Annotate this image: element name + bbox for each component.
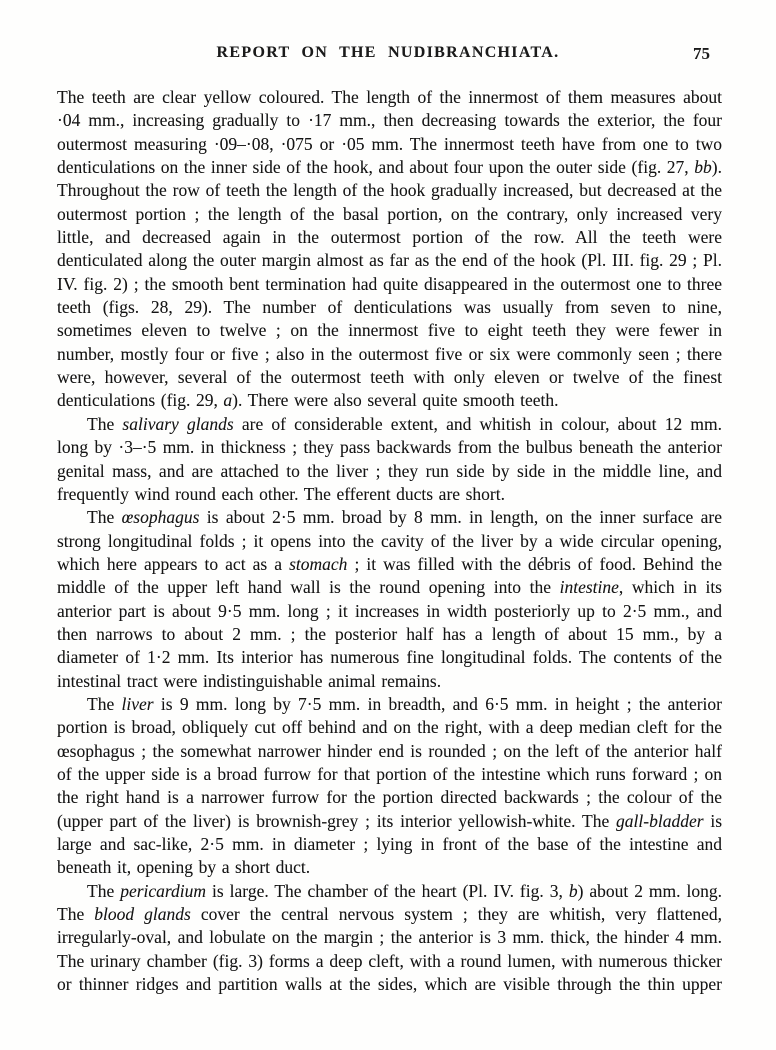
text-run: , which in its anterior part is about 9·5 mm. long ; it increases in width posteriorly up to 2·5 mm., and then narrows to about 2 mm. ; the posterior half has a length of about 15 mm., by a diameter of 1·2 mm. Its interior has numerous fine longitudinal folds. The contents of the intestinal tract were indistinguishable animal remains. [57,577,722,691]
text-run: The [87,413,123,434]
text-run: ) about 2 mm. long. The [57,880,722,925]
italic-term: blood glands [94,904,191,925]
text-run: The [87,507,122,528]
paragraph [57,413,722,506]
text-run: is large and sac-like, 2·5 mm. in diameter ; lying in front of the base of the intestine and beneath it, opening by a short duct. [57,810,723,878]
paragraph [57,506,722,693]
italic-term: œsophagus [121,507,200,528]
text-run: The teeth are clear yellow coloured. The length of the innermost of them measures about ·04 mm., increasing gradually to ·17 mm., then decreasing towards the exterior, the four outermost measuring ·09–·08, ·075 or ·05 mm. The innermost teeth have from one to two denticulations on the inner side of the hook, and about four upon the outer side (fig. 27, [57,87,722,178]
italic-term: gall-bladder [616,810,704,831]
italic-term: stomach [289,553,348,574]
text-run: is 9 mm. long by 7·5 mm. in breadth, and 6·5 mm. in height ; the anterior portion is broad, obliquely cut off behind and on the right, with a deep median cleft for the œsophagus ; the somewhat narrower hinder end is rounded ; on the left of the anterior half of the upper side is a broad furrow for that portion of the intestine which runs forward ; on the right hand is a narrower furrow for the portion directed backwards ; the colour of the (upper part of the liver) is brownish-grey ; its interior yellowish-white. The [57,693,722,831]
paragraph [57,880,722,997]
text-run: is about 2·5 mm. broad by 8 mm. in length, on the inner surface are strong longitudinal folds ; it opens into the cavity of the liver by a wide circular opening, which here appears to act as a [57,507,722,574]
text-run: ). There were also several quite smooth teeth. [232,390,559,411]
paragraph [57,86,722,413]
italic-term: pericardium [120,880,207,901]
italic-term: a [223,390,233,411]
italic-term: liver [121,693,154,714]
text-run: The [87,693,122,714]
italic-term: b [568,880,578,901]
text-run: is large. The chamber of the heart (Pl. IV. fig. 3, [206,880,569,901]
text-run: ). Throughout the row of teeth the length of the hook gradually increased, but decreased at the outermost portion ; the length of the basal portion, on the contrary, only increased very little, and decreased again in the outermost portion of the row. All the teeth were denticulated along the outer margin almost as far as the end of the hook (Pl. III. fig. 29 ; Pl. IV. fig. 2) ; the smooth bent termination had quite disappeared in the outermost one to three teeth (figs. 28, 29). The number of denticulations was usually from seven to nine, sometimes eleven to twelve ; on the innermost five to eight teeth they were fewer in number, mostly four or five ; also in the outermost five or six were commonly seen ; there were, however, several of the outermost teeth with only eleven or twelve of the finest denticulations (fig. 29, [57,157,722,411]
page-header [0,44,776,66]
paragraph [57,693,722,880]
page-body [57,86,722,996]
running-title: REPORT ON THE NUDIBRANCHIATA. [216,44,560,61]
page-number: 75 [693,44,710,63]
text-run: cover the central nervous system ; they are whitish, very flattened, irregularly-oval, and lobulate on the margin ; the anterior is 3 mm. thick, the hinder 4 mm. The urinary chamber (fig. 3) forms a deep cleft, with a round lumen, with numerous thicker or thinner ridges and partition walls at the sides, which are visible through the thin upper [57,904,722,995]
italic-term: bb [694,157,712,178]
italic-term: salivary glands [122,413,234,434]
text-run: are of considerable extent, and whitish in colour, about 12 mm. long by ·3–·5 mm. in thickness ; they pass backwards from the bulbus beneath the anterior genital mass, and are attached to the liver ; they run side by side in the middle line, and frequently wind round each other. The efferent ducts are short. [57,413,722,504]
text-run: The [87,880,121,901]
text-run: ; it was filled with the débris of food. Behind the middle of the upper left hand wall is the round opening into the [57,553,722,598]
italic-term: intestine [559,577,619,598]
